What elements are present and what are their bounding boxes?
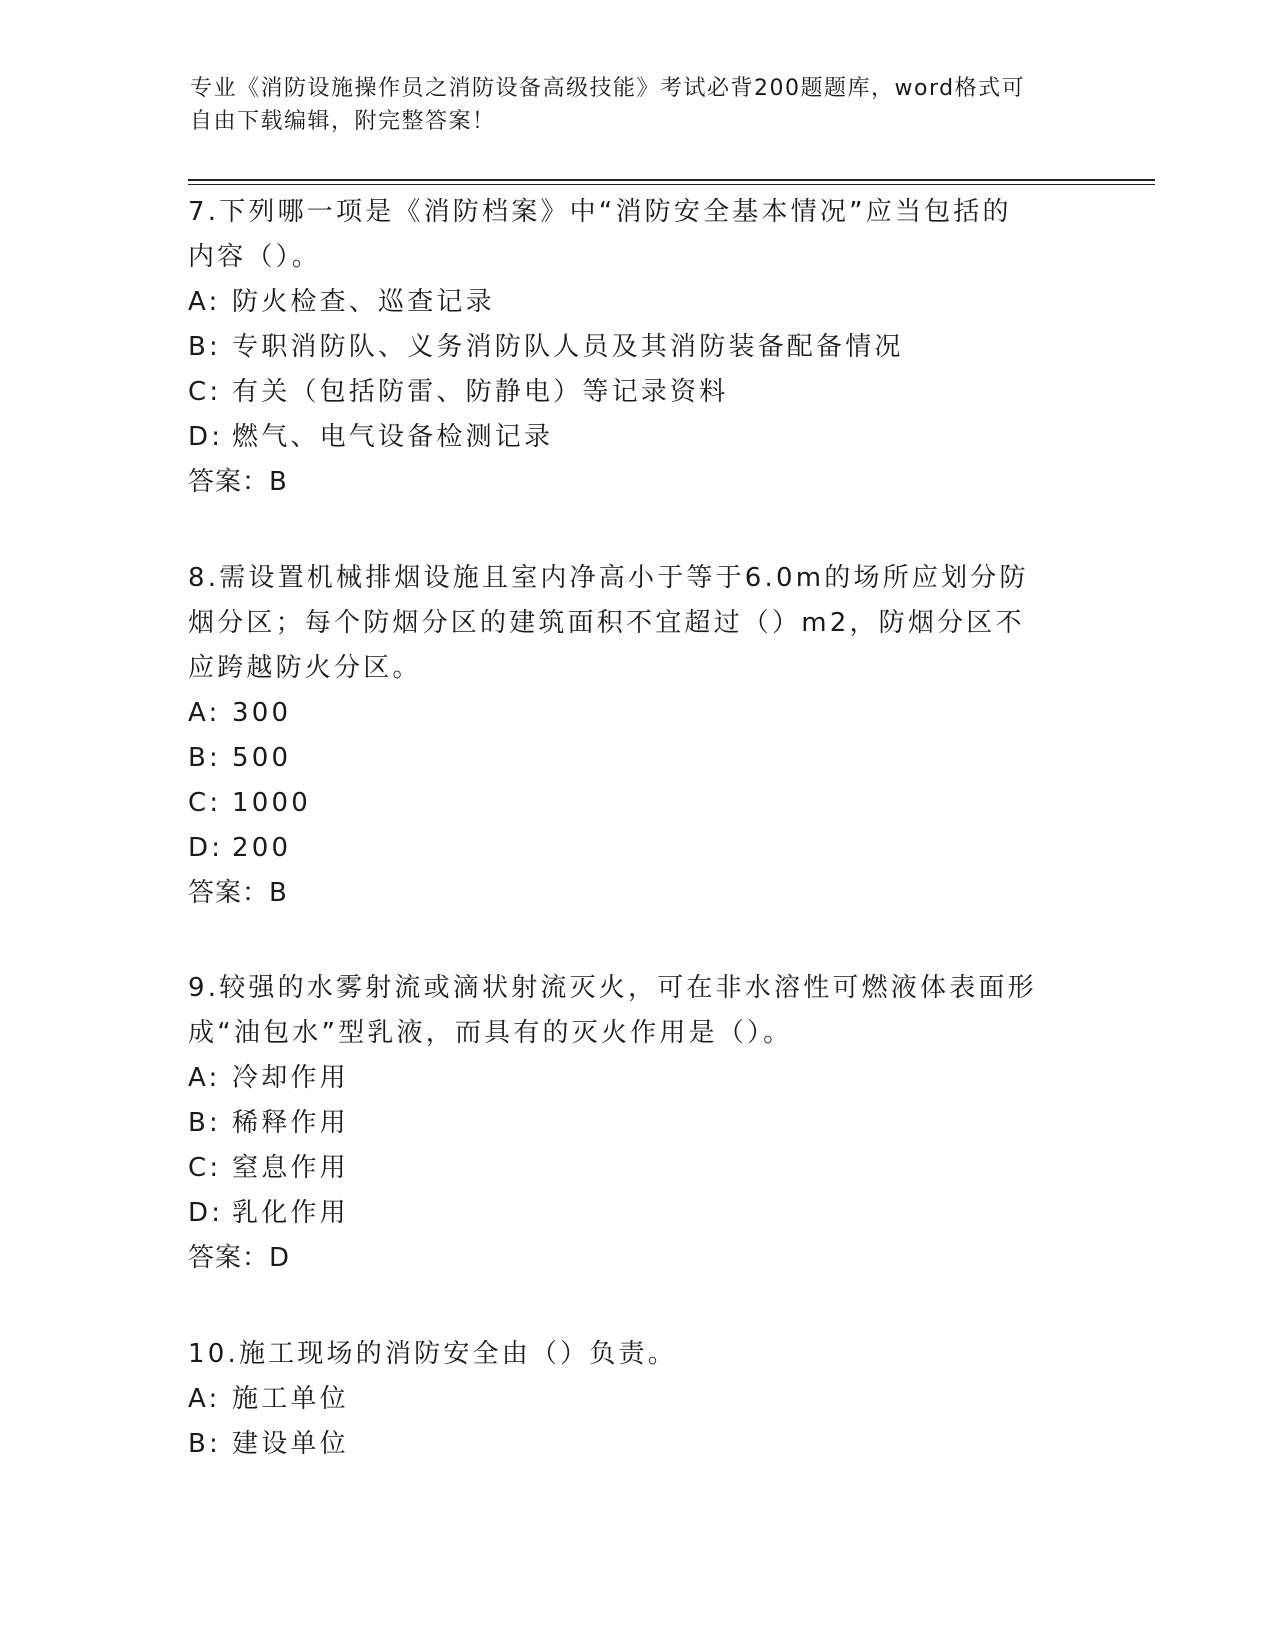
option-letter: A: [188,287,221,317]
option-b [188,325,1088,370]
question-text: 9.较强的水雾射流或滴状射流灭火，可在非水溶性可燃液体表面形成“油包水”型乳液，而具有的灭火作用是（）。 [188,973,1037,1048]
option-text: 燃气、电气设备检测记录 [232,422,554,452]
option-letter: A: [188,1063,221,1093]
option-b [188,1422,1088,1467]
option-a [188,280,1088,325]
option-a [188,1377,1088,1422]
question-7 [188,190,1088,505]
document-header [190,72,1090,138]
option-c [188,370,1088,415]
option-a [188,1056,1088,1101]
option-letter: D: [188,1198,224,1228]
header-divider-thick [188,179,1155,181]
option-d [188,1191,1088,1236]
option-text: 乳化作用 [232,1198,349,1228]
option-text: 稀释作用 [232,1108,349,1138]
option-text: 500 [232,743,292,773]
option-text: 200 [232,833,292,863]
option-letter: D: [188,833,224,863]
header-divider-thin [188,184,1155,185]
option-b [188,736,1088,781]
option-letter: C: [188,1153,222,1183]
option-c [188,1146,1088,1191]
option-text: 300 [232,698,292,728]
option-text: 冷却作用 [232,1063,349,1093]
answer-label: 答案：B [188,467,288,497]
option-letter: C: [188,377,222,407]
option-d [188,415,1088,460]
option-text: 窒息作用 [232,1153,349,1183]
option-text: 防火检查、巡查记录 [232,287,495,317]
option-d [188,826,1088,871]
question-9 [188,966,1088,1281]
option-text: 专职消防队、义务消防队人员及其消防装备配备情况 [232,332,904,362]
option-c [188,781,1088,826]
question-text: 10.施工现场的消防安全由（）负责。 [188,1339,677,1369]
option-letter: A: [188,698,221,728]
option-letter: B: [188,1108,221,1138]
option-text: 建设单位 [232,1429,349,1459]
option-letter: C: [188,788,222,818]
header-line-1: 专业《消防设施操作员之消防设备高级技能》考试必背200题题库，word格式可 [190,76,1026,101]
option-text: 施工单位 [232,1384,349,1414]
option-b [188,1101,1088,1146]
option-letter: A: [188,1384,221,1414]
option-text: 有关（包括防雷、防静电）等记录资料 [232,377,729,407]
option-a [188,691,1088,736]
question-text: 8.需设置机械排烟设施且室内净高小于等于6.0m的场所应划分防烟分区；每个防烟分区的建筑面积不宜超过（）m2，防烟分区不应跨越防火分区。 [188,563,1029,683]
answer-label: 答案：D [188,1243,291,1273]
question-8 [188,556,1088,916]
question-text: 7.下列哪一项是《消防档案》中“消防安全基本情况”应当包括的内容（）。 [188,197,1012,272]
option-text: 1000 [232,788,311,818]
header-line-2: 自由下载编辑，附完整答案！ [190,109,496,134]
option-letter: B: [188,332,221,362]
option-letter: B: [188,1429,221,1459]
question-10 [188,1332,1088,1467]
option-letter: B: [188,743,221,773]
answer-label: 答案：B [188,878,288,908]
option-letter: D: [188,422,224,452]
